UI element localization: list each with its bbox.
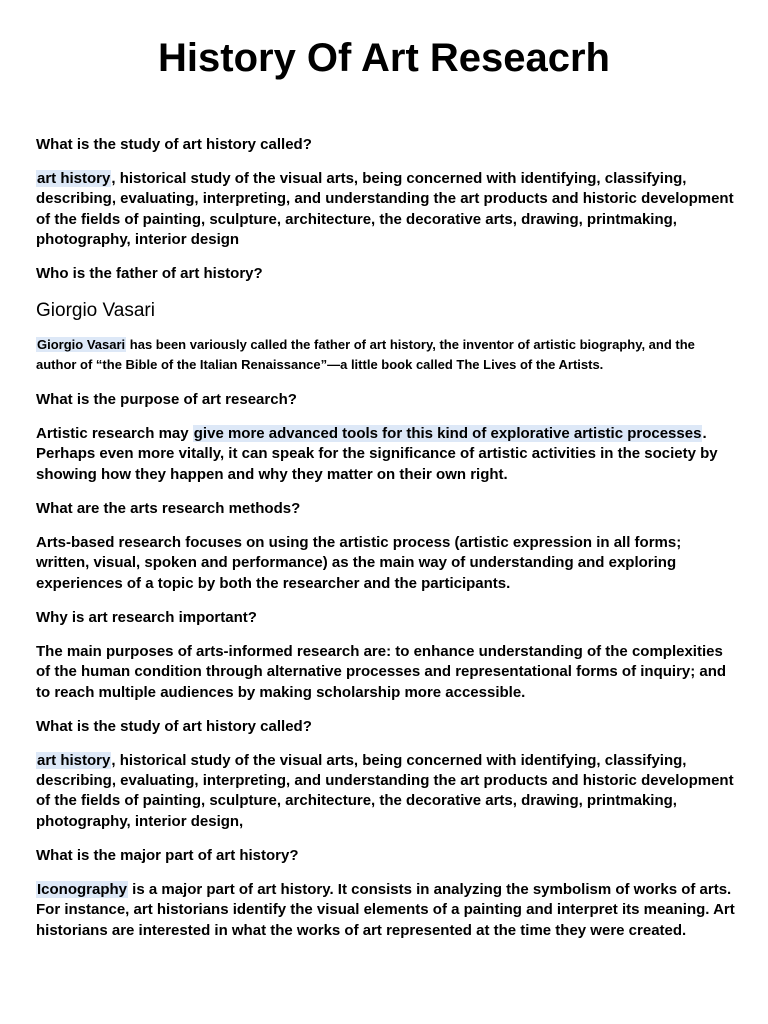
question-6: What is the study of art history called? — [36, 717, 312, 735]
answer-4: Arts-based research focuses on using the artistic process (artistic expression in all forms; written, visual, spoken and performance) as the main way of understanding and exploring experiences of a topic by both the researcher and the participants. — [36, 534, 682, 592]
answer-6-text: , historical study of the visual arts, being concerned with identifying, classifying, describing, evaluating, interpreting, and understanding the art products and historic development of the fields of painting, sculpture, architecture, the decorative arts, drawing, printmaking, photography, interior design, — [36, 751, 734, 830]
answer-heading-giorgio-vasari: Giorgio Vasari — [36, 300, 155, 322]
question-4: What are the arts research methods? — [36, 500, 301, 518]
highlight-giorgio-vasari[interactable]: Giorgio Vasari — [37, 337, 126, 353]
question-2: Who is the father of art history? — [36, 265, 263, 283]
highlight-iconography[interactable]: Iconography — [37, 881, 128, 899]
answer-3-lead: Artistic research may — [36, 425, 193, 443]
highlight-art-history[interactable]: art history — [37, 170, 111, 187]
answer-2 — [36, 335, 736, 375]
answer-1-text: , historical study of the visual arts, being concerned with identifying, classifying, describing, evaluating, interpreting, and understanding the art products and historic development of the fields of painting, sculpture, architecture, the decorative arts, drawing, printmaking, photography, interior design — [36, 170, 734, 248]
answer-7-text: is a major part of art history. It consists in analyzing the symbolism of works of arts. For instance, art historians identify the visual elements of a painting and interpret its meaning. Art historians are interested in what the works of art represented at the time they were created. — [36, 881, 735, 939]
answer-3 — [36, 424, 736, 485]
answer-7 — [36, 880, 736, 941]
answer-5: The main purposes of arts-informed research are: to enhance understanding of the complexities of the human condition through alternative processes and representational forms of inquiry; and to reach multiple audiences by making scholarship more accessible. — [36, 642, 727, 701]
answer-2-text: has been variously called the father of art history, the inventor of artistic biography, and the author of “the Bible of the Italian Renaissance”—a little book called The Lives of the Artists. — [36, 337, 695, 373]
document-body — [36, 134, 736, 954]
question-3: What is the purpose of art research? — [36, 391, 297, 409]
question-7: What is the major part of art history? — [36, 847, 299, 865]
question-5: Why is art research important? — [36, 608, 257, 626]
answer-6 — [36, 751, 736, 832]
question-1: What is the study of art history called? — [36, 136, 312, 153]
highlight-art-history-2[interactable]: art history — [37, 751, 111, 769]
answer-1 — [36, 169, 736, 250]
answer-3-text: . Perhaps even more vitally, it can speak for the significance of artistic activities in the society by showing how they happen and why they matter on their own right. — [36, 425, 718, 483]
highlight-advanced-tools[interactable]: give more advanced tools for this kind of explorative artistic processes — [193, 425, 702, 443]
page-title: History Of Art Reseacrh — [158, 36, 610, 80]
